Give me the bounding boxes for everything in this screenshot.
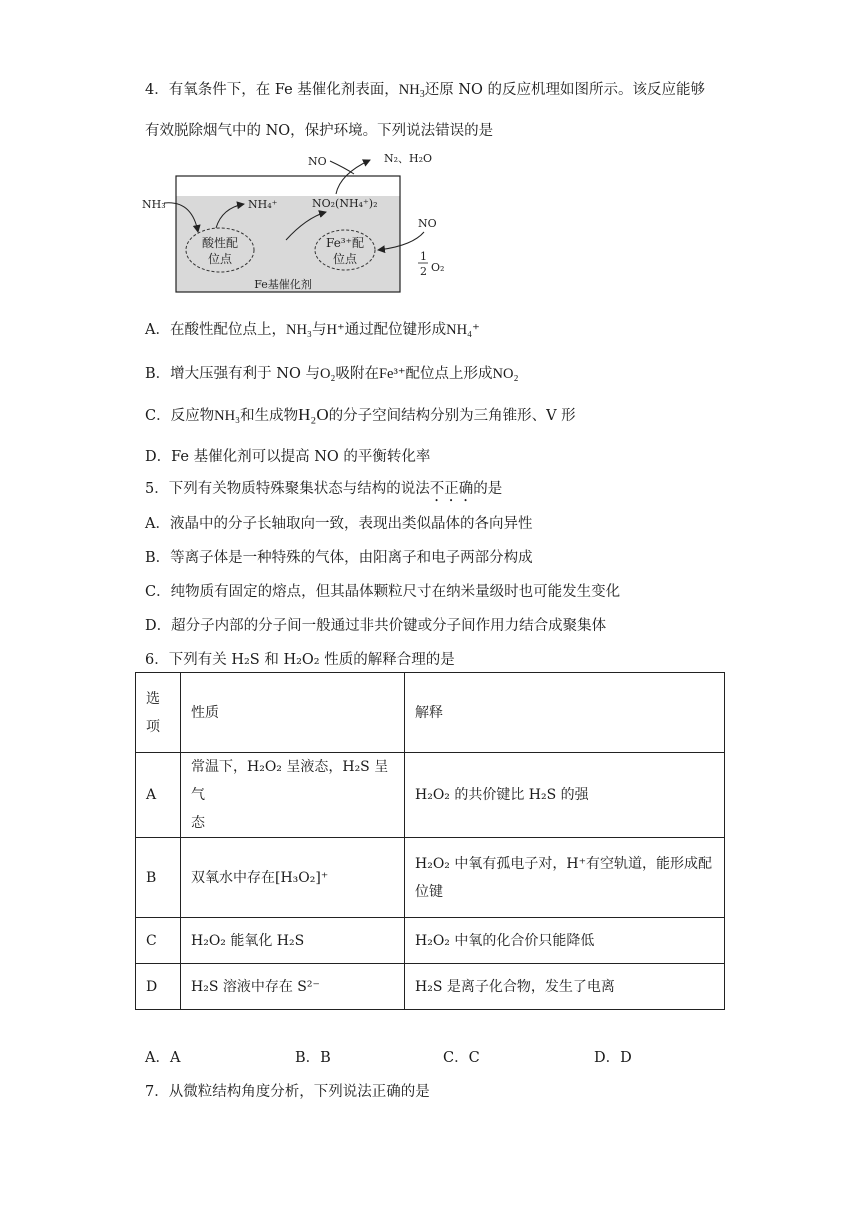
row-explanation: H₂O₂ 的共价键比 H₂S 的强: [405, 753, 725, 838]
label-o2-right: O₂: [431, 261, 445, 274]
q4-c-nh3: NH₃: [214, 408, 241, 424]
q6-choice-b: B．B: [295, 1050, 331, 1066]
header-option: [136, 673, 181, 753]
label-half-numerator: 1: [420, 250, 427, 263]
reaction-mechanism-diagram: [140, 148, 460, 298]
q4-c-text-pre: C．反应物: [145, 408, 215, 424]
row-explanation-line1: H₂O₂ 中氧有孤电子对，H⁺有空轨道，能形成配: [415, 855, 712, 872]
q6-choice-a: A．A: [145, 1050, 181, 1066]
label-no-right: NO: [418, 217, 437, 230]
arrow-complex-to-products: [336, 160, 370, 194]
row-property-line1: 常温下，H₂O₂ 呈液态，H₂S 呈气: [191, 759, 389, 803]
row-option: A: [136, 753, 181, 838]
label-no-top: NO: [308, 155, 327, 168]
row-option: B: [136, 838, 181, 918]
table-row: [136, 964, 725, 1010]
q4-b-fe-ion: Fe³⁺: [378, 366, 406, 382]
q5-stem-text-a: 5．下列有关物质特殊聚集状态与结构的说法: [145, 481, 430, 497]
label-nh4: NH₄⁺: [248, 198, 278, 211]
header-option-line1: 选: [146, 690, 160, 707]
q4-option-a: [145, 318, 480, 339]
q4-b-text-post: 配位点上形成: [405, 366, 493, 382]
q4-stem-text-b: 还原 NO 的反应机理如图所示。该反应能够: [424, 82, 706, 98]
q6-choice-d: D．D: [594, 1050, 632, 1066]
q4-a-nh3: NH₃: [285, 322, 312, 338]
row-explanation: [405, 838, 725, 918]
q4-b-no2: NO₂: [492, 366, 519, 382]
q5-option-d: D．超分子内部的分子间一般通过非共价键或分子间作用力结合成聚集体: [145, 618, 607, 634]
header-option-line2: 项: [146, 718, 160, 735]
q4-c-h2o: H₂O: [298, 405, 329, 424]
row-property: [181, 753, 405, 838]
q4-option-c: [145, 404, 576, 425]
label-nh3-left: NH₃: [142, 198, 166, 211]
acid-site-label-2: 位点: [207, 252, 233, 266]
arrow-no-top: [330, 161, 354, 174]
q4-b-text-pre: B．增大压强有利于 NO 与: [145, 366, 320, 382]
row-explanation: H₂O₂ 中氧的化合价只能降低: [405, 918, 725, 964]
header-property: 性质: [181, 673, 405, 753]
q4-a-text-mid: 与: [311, 322, 327, 338]
q6-choice-c: C．C: [443, 1050, 480, 1066]
q4-nh3-formula: NH: [398, 82, 420, 98]
q7-stem: 7．从微粒结构角度分析，下列说法正确的是: [145, 1084, 430, 1100]
q4-stem-nh3: [399, 82, 425, 98]
q4-stem-text-a: 4．有氧条件下，在 Fe 基催化剂表面，: [145, 82, 399, 98]
q4-a-nh4: NH₄⁺: [446, 322, 480, 338]
label-products-top: N₂、H₂O: [384, 152, 433, 165]
q5-option-a: A．液晶中的分子长轴取向一致，表现出类似晶体的各向异性: [145, 516, 533, 532]
q4-a-text-post: 通过配位键形成: [344, 322, 447, 338]
q4-stem-line2: 有效脱除烟气中的 NO，保护环境。下列说法错误的是: [145, 123, 494, 139]
q4-b-text-mid: 吸附在: [335, 366, 379, 382]
row-property-line2: 态: [191, 815, 205, 831]
q6-stem: 6．下列有关 H₂S 和 H₂O₂ 性质的解释合理的是: [145, 652, 455, 668]
table-row: [136, 753, 725, 838]
q4-option-b: [145, 362, 519, 383]
q4-nh3-subscript: 3: [419, 89, 425, 100]
catalyst-label: Fe基催化剂: [254, 278, 312, 291]
q4-stem-line1: [145, 78, 705, 100]
q4-b-o2: O₂: [319, 366, 336, 382]
q4-option-d: D．Fe 基催化剂可以提高 NO 的平衡转化率: [145, 449, 431, 465]
q6-table: [135, 672, 725, 1010]
fe-site-label-2: 位点: [332, 252, 358, 266]
q4-a-h-ion: H⁺: [326, 322, 345, 338]
label-half-denominator: 2: [420, 265, 427, 278]
q5-stem: [145, 477, 502, 505]
q5-stem-text-b: 的是: [473, 481, 503, 497]
row-option: D: [136, 964, 181, 1010]
q4-a-text-pre: A．在酸性配位点上，: [145, 322, 286, 338]
row-property: 双氧水中存在[H₃O₂]⁺: [181, 838, 405, 918]
fe-site-label-1: Fe³⁺配: [326, 236, 364, 250]
acid-site-label-1: 酸性配: [201, 236, 239, 250]
row-property: H₂O₂ 能氧化 H₂S: [181, 918, 405, 964]
label-no2-complex: NO₂(NH₄⁺)₂: [312, 197, 378, 210]
q4-c-text-mid: 和生成物: [240, 408, 299, 424]
q4-c-text-post: 的分子空间结构分别为三角锥形、V 形: [328, 408, 576, 424]
row-explanation-line2: 位键: [415, 883, 443, 900]
table-row: [136, 918, 725, 964]
row-explanation: H₂S 是离子化合物，发生了电离: [405, 964, 725, 1010]
q5-option-c: C．纯物质有固定的熔点，但其晶体颗粒尺寸在纳米量级时也可能发生变化: [145, 584, 621, 600]
header-explanation: 解释: [405, 673, 725, 753]
table-row: [136, 838, 725, 918]
row-property: H₂S 溶液中存在 S²⁻: [181, 964, 405, 1010]
q5-option-b: B．等离子体是一种特殊的气体，由阳离子和电子两部分构成: [145, 550, 533, 566]
q5-stem-emphasis: 不正确: [429, 481, 474, 497]
row-option: C: [136, 918, 181, 964]
table-header-row: [136, 673, 725, 753]
